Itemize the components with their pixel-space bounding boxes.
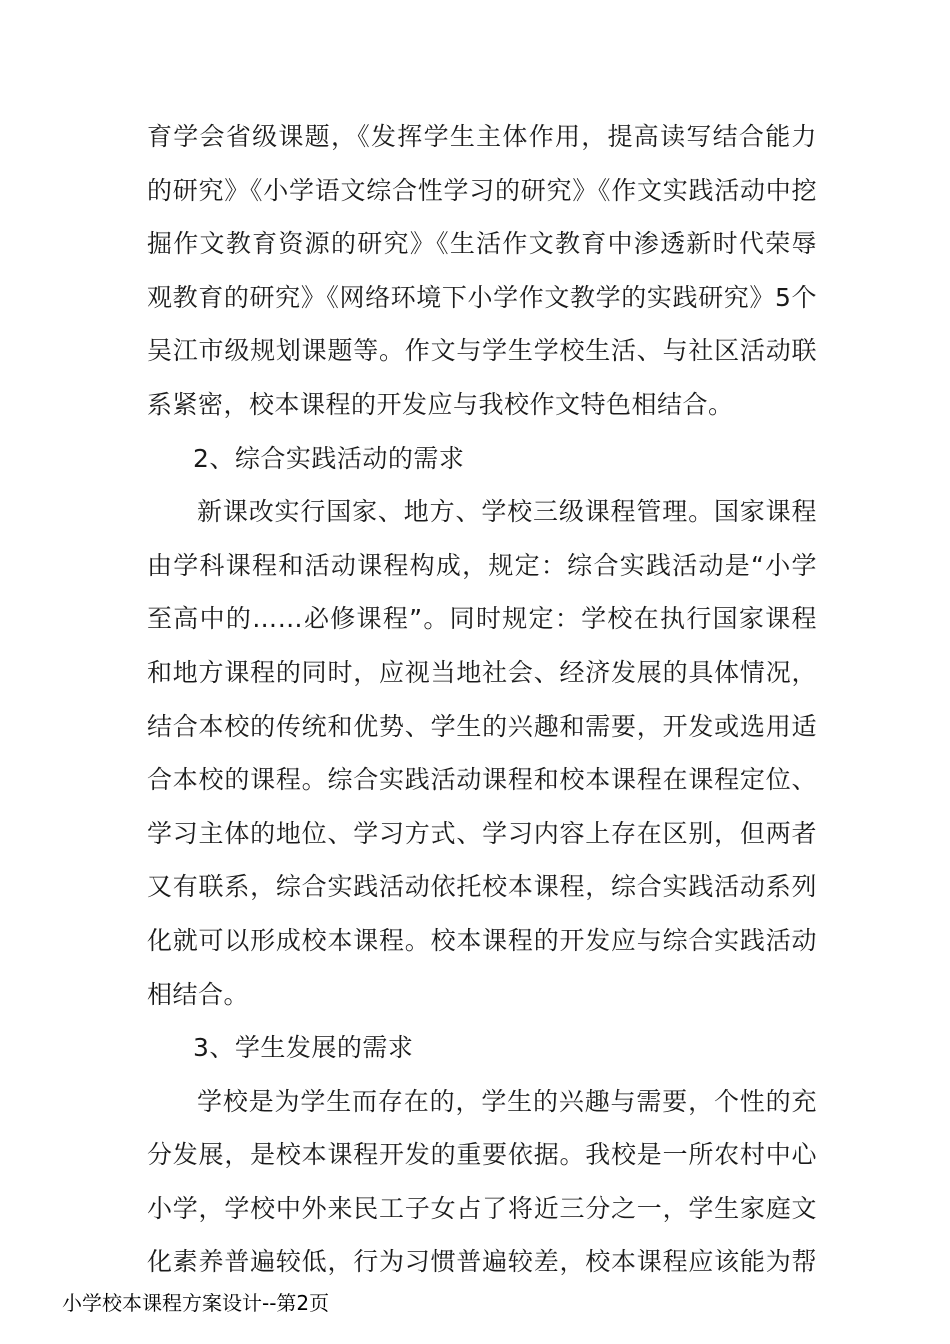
text-line: 学校是为学生而存在的，学生的兴趣与需要，个性的充 — [197, 1086, 817, 1116]
body-text — [147, 110, 817, 1289]
page-footer: 小学校本课程方案设计--第2页 — [62, 1291, 330, 1315]
text-line: 结合本校的传统和优势、学生的兴趣和需要，开发或选用适 — [147, 711, 817, 741]
text-line: 小学，学校中外来民工子女占了将近三分之一，学生家庭文 — [147, 1193, 817, 1223]
text-line: 由学科课程和活动课程构成，规定：综合实践活动是“小学 — [147, 550, 817, 580]
text-line: 新课改实行国家、地方、学校三级课程管理。国家课程 — [197, 497, 817, 527]
text-line: 学习主体的地位、学习方式、学习内容上存在区别，但两者 — [147, 818, 817, 848]
text-line: 育学会省级课题，《发挥学生主体作用，提高读写结合能力 — [147, 122, 817, 151]
text-line: 掘作文教育资源的研究》《生活作文教育中渗透新时代荣辱 — [147, 229, 817, 259]
text-line: 观教育的研究》《网络环境下小学作文教学的实践研究》5个 — [147, 282, 817, 312]
text-line: 化素养普遍较低，行为习惯普遍较差，校本课程应该能为帮 — [147, 1247, 817, 1277]
text-line: 和地方课程的同时，应视当地社会、经济发展的具体情况， — [147, 657, 817, 687]
section-heading: 2、综合实践活动的需求 — [193, 443, 465, 473]
text-line: 化就可以形成校本课程。校本课程的开发应与综合实践活动 — [147, 925, 817, 955]
text-line: 分发展，是校本课程开发的重要依据。我校是一所农村中心 — [147, 1140, 817, 1170]
text-line: 吴江市级规划课题等。作文与学生学校生活、与社区活动联 — [147, 336, 817, 366]
text-line: 又有联系，综合实践活动依托校本课程，综合实践活动系列 — [147, 872, 817, 902]
text-line: 系紧密，校本课程的开发应与我校作文特色相结合。 — [147, 389, 734, 419]
text-line: 至高中的……必修课程”。同时规定：学校在执行国家课程 — [147, 604, 817, 634]
section-heading: 3、学生发展的需求 — [193, 1033, 414, 1063]
text-line: 合本校的课程。综合实践活动课程和校本课程在课程定位、 — [147, 765, 817, 795]
text-line: 相结合。 — [147, 979, 250, 1009]
text-line: 的研究》《小学语文综合性学习的研究》《作文实践活动中挖 — [147, 175, 817, 205]
